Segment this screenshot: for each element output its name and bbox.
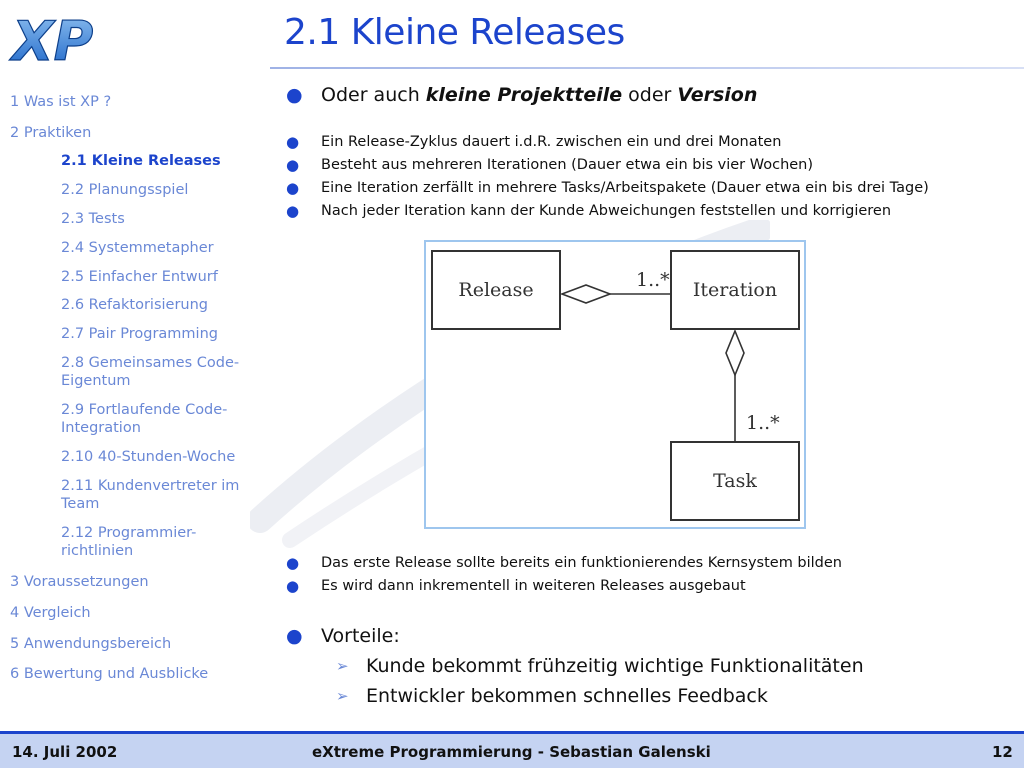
list-item	[286, 133, 782, 151]
bullet-dot: ●	[286, 84, 303, 106]
vorteile-item	[336, 654, 864, 678]
aggregation-diamond-iteration	[726, 331, 744, 375]
bullet-dot: ●	[286, 625, 303, 647]
aggregation-diamond-release	[562, 285, 610, 303]
xp-logo	[8, 8, 112, 70]
uml-diagram	[424, 240, 806, 529]
list-item	[286, 577, 746, 595]
page-number: 12	[992, 743, 1013, 761]
intro-emphasis-1: kleine Projektteile	[425, 84, 623, 106]
bullet-dot: ●	[286, 133, 300, 151]
multiplicity-iteration: 1..*	[636, 269, 670, 291]
intro-emphasis-2: Version	[677, 84, 758, 106]
nav-item-40-stunden-woche[interactable]: 2.10 40-Stunden-Woche	[61, 449, 236, 465]
list-item	[286, 554, 843, 572]
svg-text:XP: XP	[12, 10, 94, 70]
page-title: 2.1 Kleine Releases	[284, 12, 625, 53]
nav-item-pair-programming[interactable]: 2.7 Pair Programming	[61, 326, 218, 342]
nav-item-praktiken[interactable]: 2 Praktiken	[10, 125, 92, 141]
list-item-text: Nach jeder Iteration kann der Kunde Abweichungen feststellen und korrigieren	[321, 203, 892, 219]
nav-item-einfacher-entwurf[interactable]: 2.5 Einfacher Entwurf	[61, 269, 218, 285]
footer-date: 14. Juli 2002	[12, 743, 118, 761]
nav-item-kundenvertreter[interactable]: 2.11 Kundenvertreter im Team	[61, 478, 240, 512]
nav-item-refaktorisierung[interactable]: 2.6 Refaktorisierung	[61, 297, 208, 313]
list-item-text: Besteht aus mehreren Iterationen (Dauer etwa ein bis vier Wochen)	[321, 157, 814, 173]
nav-item-gemeinsames-code-eigentum[interactable]: 2.8 Gemeinsames Code-Eigentum	[61, 355, 240, 389]
nav-item-systemmetapher[interactable]: 2.4 Systemmetapher	[61, 240, 214, 256]
nav-item-planungsspiel[interactable]: 2.2 Planungsspiel	[61, 182, 189, 198]
nav-item-kleine-releases[interactable]: 2.1 Kleine Releases	[61, 153, 221, 169]
multiplicity-task: 1..*	[746, 412, 780, 434]
arrow-bullet-icon: ➢	[336, 687, 349, 705]
intro-prefix: Oder auch	[321, 84, 426, 106]
vorteile-item-text: Entwickler bekommen schnelles Feedback	[366, 685, 768, 707]
nav-item-voraussetzungen[interactable]: 3 Voraussetzungen	[10, 574, 149, 590]
task-label: Task	[713, 470, 757, 492]
nav-item-programmierrichtlinien[interactable]: 2.12 Programmier-richtlinien	[61, 525, 197, 559]
nav-item-bewertung[interactable]: 6 Bewertung und Ausblicke	[10, 666, 209, 682]
footer-bar	[0, 731, 1024, 768]
nav-item-fortlaufende-code-integration[interactable]: 2.9 Fortlaufende Code-Integration	[61, 402, 228, 436]
nav-item-anwendungsbereich[interactable]: 5 Anwendungsbereich	[10, 636, 172, 652]
title-divider	[270, 67, 1024, 69]
list-item-text: Ein Release-Zyklus dauert i.d.R. zwischen ein und drei Monaten	[321, 134, 782, 150]
intro-bullet	[286, 83, 758, 107]
list-item	[286, 156, 814, 174]
release-label: Release	[458, 279, 534, 301]
list-item-text: Eine Iteration zerfällt in mehrere Tasks/Arbeitspakete (Dauer etwa ein bis drei Tage)	[321, 180, 929, 196]
vorteile-heading	[286, 624, 400, 648]
bullet-dot: ●	[286, 577, 300, 595]
bullet-dot: ●	[286, 202, 300, 220]
nav-item-tests[interactable]: 2.3 Tests	[61, 211, 125, 227]
vorteile-label: Vorteile:	[321, 625, 400, 647]
list-item	[286, 202, 892, 220]
list-item	[286, 179, 929, 197]
arrow-bullet-icon: ➢	[336, 657, 349, 675]
bullet-dot: ●	[286, 554, 300, 572]
iteration-label: Iteration	[692, 279, 778, 301]
footer-title: eXtreme Programmierung - Sebastian Galenski	[312, 743, 711, 761]
intro-mid: oder	[622, 84, 678, 106]
nav-item-was-ist-xp[interactable]: 1 Was ist XP ?	[10, 94, 112, 110]
vorteile-item	[336, 684, 768, 708]
vorteile-item-text: Kunde bekommt frühzeitig wichtige Funktionalitäten	[366, 655, 864, 677]
list-item-text: Das erste Release sollte bereits ein funktionierendes Kernsystem bilden	[321, 555, 843, 571]
list-item-text: Es wird dann inkrementell in weiteren Releases ausgebaut	[321, 578, 746, 594]
bullet-dot: ●	[286, 156, 300, 174]
nav-item-vergleich[interactable]: 4 Vergleich	[10, 605, 91, 621]
bullet-dot: ●	[286, 179, 300, 197]
